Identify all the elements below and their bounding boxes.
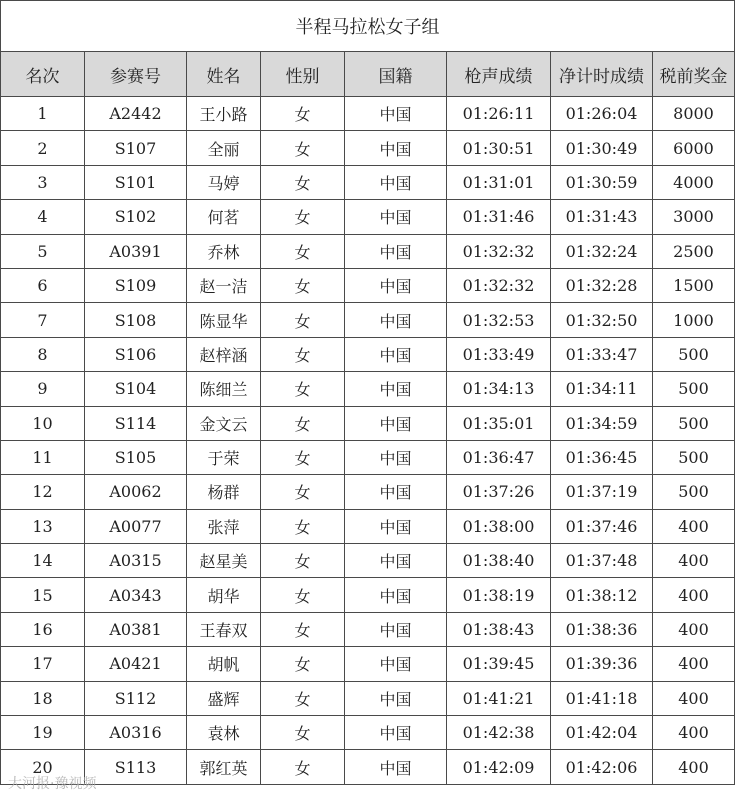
cell-nationality: 中国 [345,578,447,612]
cell-gender: 女 [261,165,345,199]
header-bib: 参赛号 [85,52,187,97]
cell-rank: 18 [1,681,85,715]
cell-rank: 8 [1,337,85,371]
cell-net-time: 01:42:06 [551,750,653,784]
cell-net-time: 01:26:04 [551,97,653,131]
header-rank: 名次 [1,52,85,97]
cell-name: 何茗 [187,200,261,234]
cell-nationality: 中国 [345,165,447,199]
cell-rank: 11 [1,440,85,474]
cell-nationality: 中国 [345,647,447,681]
cell-nationality: 中国 [345,716,447,750]
cell-prize: 2500 [653,234,735,268]
cell-prize: 500 [653,372,735,406]
cell-nationality: 中国 [345,509,447,543]
cell-bib: A0077 [85,509,187,543]
cell-bib: S107 [85,131,187,165]
cell-name: 陈显华 [187,303,261,337]
cell-gun-time: 01:36:47 [447,440,551,474]
cell-bib: S112 [85,681,187,715]
cell-prize: 500 [653,406,735,440]
cell-name: 赵一洁 [187,268,261,302]
cell-rank: 14 [1,544,85,578]
cell-rank: 9 [1,372,85,406]
cell-bib: A0316 [85,716,187,750]
cell-gender: 女 [261,440,345,474]
cell-gender: 女 [261,647,345,681]
cell-gender: 女 [261,97,345,131]
cell-prize: 8000 [653,97,735,131]
header-net-time: 净计时成绩 [551,52,653,97]
cell-gun-time: 01:32:32 [447,234,551,268]
table-row [1,337,735,371]
cell-net-time: 01:32:28 [551,268,653,302]
cell-name: 杨群 [187,475,261,509]
cell-prize: 400 [653,544,735,578]
cell-name: 全丽 [187,131,261,165]
cell-rank: 3 [1,165,85,199]
cell-rank: 15 [1,578,85,612]
cell-rank: 19 [1,716,85,750]
cell-prize: 3000 [653,200,735,234]
cell-gender: 女 [261,200,345,234]
cell-bib: S104 [85,372,187,406]
cell-bib: A0381 [85,612,187,646]
cell-rank: 13 [1,509,85,543]
cell-nationality: 中国 [345,612,447,646]
table-row [1,440,735,474]
table-row [1,406,735,440]
cell-gender: 女 [261,303,345,337]
cell-gun-time: 01:32:32 [447,268,551,302]
cell-gun-time: 01:37:26 [447,475,551,509]
cell-net-time: 01:37:48 [551,544,653,578]
cell-gun-time: 01:35:01 [447,406,551,440]
cell-gender: 女 [261,716,345,750]
cell-gun-time: 01:38:43 [447,612,551,646]
cell-net-time: 01:30:49 [551,131,653,165]
cell-prize: 500 [653,475,735,509]
cell-name: 胡帆 [187,647,261,681]
cell-name: 张萍 [187,509,261,543]
cell-nationality: 中国 [345,268,447,302]
cell-nationality: 中国 [345,750,447,784]
cell-nationality: 中国 [345,544,447,578]
table-row [1,234,735,268]
table-row [1,681,735,715]
cell-net-time: 01:37:19 [551,475,653,509]
cell-gun-time: 01:31:01 [447,165,551,199]
title-row [1,1,735,52]
table-row [1,165,735,199]
cell-nationality: 中国 [345,406,447,440]
header-prize: 税前奖金 [653,52,735,97]
cell-net-time: 01:38:12 [551,578,653,612]
header-row [1,52,735,97]
cell-prize: 1000 [653,303,735,337]
cell-gun-time: 01:38:40 [447,544,551,578]
cell-name: 赵梓涵 [187,337,261,371]
cell-gun-time: 01:30:51 [447,131,551,165]
cell-prize: 4000 [653,165,735,199]
cell-rank: 1 [1,97,85,131]
cell-prize: 500 [653,440,735,474]
cell-name: 王小路 [187,97,261,131]
cell-prize: 400 [653,647,735,681]
cell-bib: S113 [85,750,187,784]
cell-bib: A0391 [85,234,187,268]
cell-bib: A0062 [85,475,187,509]
cell-rank: 10 [1,406,85,440]
cell-rank: 7 [1,303,85,337]
watermark: 大河报·豫视频 [8,776,97,792]
cell-net-time: 01:32:24 [551,234,653,268]
cell-gun-time: 01:41:21 [447,681,551,715]
cell-rank: 6 [1,268,85,302]
cell-gender: 女 [261,612,345,646]
cell-name: 马婷 [187,165,261,199]
cell-nationality: 中国 [345,475,447,509]
cell-name: 盛辉 [187,681,261,715]
cell-name: 陈细兰 [187,372,261,406]
table-row [1,716,735,750]
cell-nationality: 中国 [345,440,447,474]
cell-name: 胡华 [187,578,261,612]
cell-nationality: 中国 [345,303,447,337]
cell-gender: 女 [261,337,345,371]
table-row [1,647,735,681]
cell-gender: 女 [261,475,345,509]
cell-gender: 女 [261,131,345,165]
cell-rank: 17 [1,647,85,681]
cell-net-time: 01:30:59 [551,165,653,199]
table-row [1,268,735,302]
table-row [1,475,735,509]
cell-gun-time: 01:42:09 [447,750,551,784]
cell-gender: 女 [261,268,345,302]
table-row [1,200,735,234]
cell-prize: 400 [653,578,735,612]
cell-nationality: 中国 [345,337,447,371]
header-gender: 性别 [261,52,345,97]
header-nationality: 国籍 [345,52,447,97]
cell-gender: 女 [261,509,345,543]
cell-name: 乔林 [187,234,261,268]
cell-nationality: 中国 [345,234,447,268]
table-row [1,131,735,165]
cell-net-time: 01:37:46 [551,509,653,543]
cell-bib: A2442 [85,97,187,131]
table-row [1,97,735,131]
cell-bib: S109 [85,268,187,302]
cell-net-time: 01:34:11 [551,372,653,406]
cell-nationality: 中国 [345,681,447,715]
cell-bib: S108 [85,303,187,337]
cell-gun-time: 01:32:53 [447,303,551,337]
cell-nationality: 中国 [345,131,447,165]
cell-net-time: 01:32:50 [551,303,653,337]
cell-name: 于荣 [187,440,261,474]
table-row [1,750,735,784]
cell-gun-time: 01:34:13 [447,372,551,406]
table-title: 半程马拉松女子组 [1,1,735,52]
cell-name: 袁林 [187,716,261,750]
cell-gun-time: 01:31:46 [447,200,551,234]
cell-net-time: 01:42:04 [551,716,653,750]
table-row [1,544,735,578]
table-row [1,509,735,543]
cell-rank: 4 [1,200,85,234]
cell-bib: S106 [85,337,187,371]
cell-bib: S114 [85,406,187,440]
table-row [1,578,735,612]
cell-gun-time: 01:38:00 [447,509,551,543]
cell-prize: 500 [653,337,735,371]
cell-gender: 女 [261,406,345,440]
cell-bib: A0421 [85,647,187,681]
cell-name: 金文云 [187,406,261,440]
cell-bib: S101 [85,165,187,199]
cell-rank: 12 [1,475,85,509]
cell-bib: A0315 [85,544,187,578]
cell-net-time: 01:33:47 [551,337,653,371]
cell-bib: A0343 [85,578,187,612]
header-gun-time: 枪声成绩 [447,52,551,97]
cell-prize: 400 [653,681,735,715]
cell-nationality: 中国 [345,200,447,234]
cell-gender: 女 [261,750,345,784]
cell-name: 王春双 [187,612,261,646]
cell-net-time: 01:34:59 [551,406,653,440]
results-body [1,97,735,785]
cell-net-time: 01:31:43 [551,200,653,234]
cell-nationality: 中国 [345,97,447,131]
cell-rank: 5 [1,234,85,268]
cell-gun-time: 01:33:49 [447,337,551,371]
table-row [1,372,735,406]
cell-net-time: 01:38:36 [551,612,653,646]
cell-gun-time: 01:39:45 [447,647,551,681]
cell-name: 郭红英 [187,750,261,784]
cell-nationality: 中国 [345,372,447,406]
cell-net-time: 01:36:45 [551,440,653,474]
cell-net-time: 01:39:36 [551,647,653,681]
table-row [1,612,735,646]
cell-gender: 女 [261,544,345,578]
cell-gender: 女 [261,681,345,715]
cell-prize: 400 [653,612,735,646]
header-name: 姓名 [187,52,261,97]
cell-bib: S105 [85,440,187,474]
cell-gun-time: 01:26:11 [447,97,551,131]
cell-gender: 女 [261,578,345,612]
cell-prize: 6000 [653,131,735,165]
cell-prize: 400 [653,716,735,750]
cell-prize: 400 [653,750,735,784]
cell-bib: S102 [85,200,187,234]
cell-net-time: 01:41:18 [551,681,653,715]
cell-prize: 1500 [653,268,735,302]
cell-gun-time: 01:42:38 [447,716,551,750]
cell-gender: 女 [261,234,345,268]
cell-rank: 2 [1,131,85,165]
table-row [1,303,735,337]
cell-rank: 16 [1,612,85,646]
cell-prize: 400 [653,509,735,543]
cell-rank: 20 [1,750,85,784]
cell-gender: 女 [261,372,345,406]
cell-name: 赵星美 [187,544,261,578]
cell-gun-time: 01:38:19 [447,578,551,612]
